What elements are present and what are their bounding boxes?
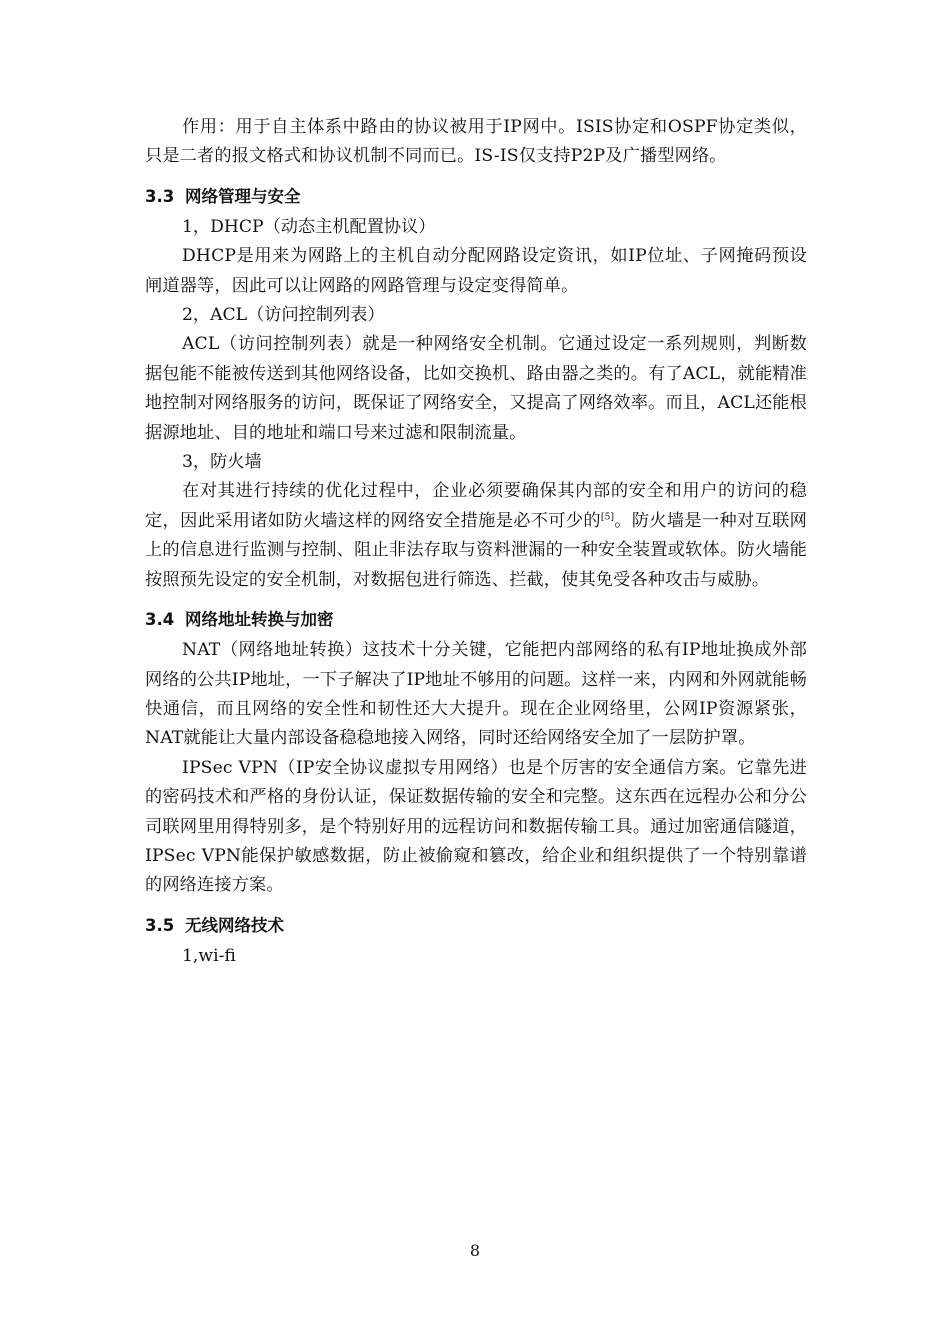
page-number: 8 <box>469 1241 481 1260</box>
section-number: 3.3 <box>145 186 175 206</box>
paragraph-nat: NAT（网络地址转换）这技术十分关键，它能把内部网络的私有IP地址换成外部网络的公共IP地址，一下子解决了IP地址不够用的问题。这样一来，内网和外网就能畅快通信，而且网络的安全性和韧性还大大提升。现在企业网络里，公网IP资源紧张，NAT就能让大量内部设备稳稳地接入网络，同时还给网络安全加了一层防护罩。 <box>145 640 807 749</box>
section-heading-3-5 <box>145 911 807 940</box>
list-item-firewall: 3，防火墙 <box>182 452 262 473</box>
paragraph-ipsec: IPSec VPN（IP安全协议虚拟专用网络）也是个厉害的安全通信方案。它靠先进的密码技术和严格的身份认证，保证数据传输的安全和完整。这东西在远程办公和分公司联网里用得特别多，是个特别好用的远程访问和数据传输工具。通过加密通信隧道，IPSec VPN能保护敏感数据，防止被偷窥和篡改，给企业和组织提供了一个特别靠谱的网络连接方案。 <box>145 757 807 896</box>
paragraph-isis: 作用：用于自主体系中路由的协议被用于IP网中。ISIS协定和OSPF协定类似，只是二者的报文格式和协议机制不同而已。IS-IS仅支持P2P及广播型网络。 <box>145 117 807 167</box>
section-title: 网络管理与安全 <box>185 186 301 206</box>
section-title: 网络地址转换与加密 <box>185 610 334 630</box>
paragraph-dhcp: DHCP是用来为网路上的主机自动分配网路设定资讯，如IP位址、子网掩码预设闸道器等，因此可以让网路的网路管理与设定变得简单。 <box>145 246 807 296</box>
list-item-dhcp: 1，DHCP（动态主机配置协议） <box>182 216 436 237</box>
list-item-wifi: 1,wi-fi <box>182 945 236 966</box>
section-title: 无线网络技术 <box>185 915 284 935</box>
section-number: 3.5 <box>145 915 175 935</box>
firewall-text-part1: 在对其进行持续的优化过程中，企业必须要确保其内部的安全和用户的访问的稳定，因此采用诸如防火墙这样的网络安全措施是必不可少的 <box>145 481 807 531</box>
list-item-acl: 2，ACL（访问控制列表） <box>182 305 385 326</box>
paragraph-acl: ACL（访问控制列表）就是一种网络安全机制。它通过设定一系列规则，判断数据包能不能被传送到其他网络设备，比如交换机、路由器之类的。有了ACL，就能精准地控制对网络服务的访问，既保证了网络安全，又提高了网络效率。而且，ACL还能根据源地址、目的地址和端口号来过滤和限制流量。 <box>145 334 807 443</box>
paragraph-firewall <box>145 477 807 595</box>
section-heading-3-3 <box>145 182 807 211</box>
citation-5: [5] <box>600 512 615 523</box>
page-body <box>145 113 807 971</box>
firewall-text-part2: 。防火墙是一种对互联网上的信息进行监测与控制、阻止非法存取与资料泄漏的一种安全装置或软体。防火墙能按照预先设定的安全机制，对数据包进行筛选、拦截，使其免受各种攻击与威胁。 <box>145 510 807 590</box>
section-number: 3.4 <box>145 610 175 630</box>
section-heading-3-4 <box>145 605 807 634</box>
